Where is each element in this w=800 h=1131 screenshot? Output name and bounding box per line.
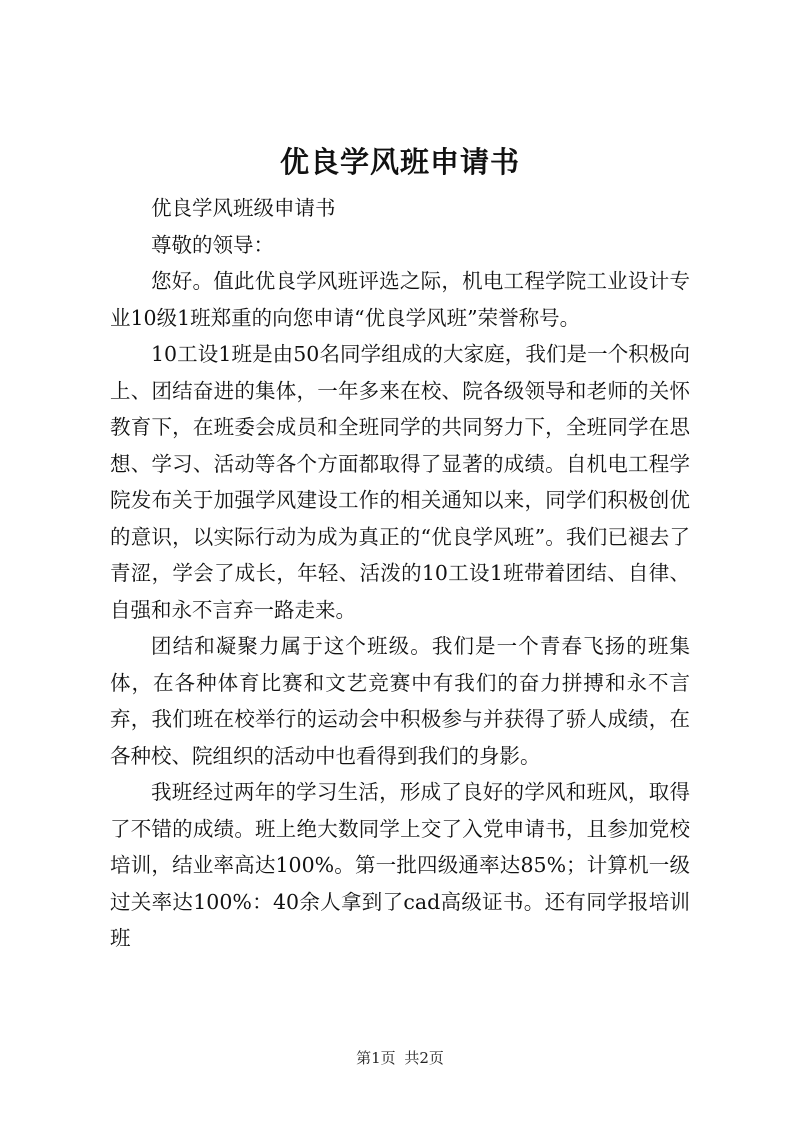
- page-total: 共2页: [404, 1049, 444, 1067]
- document-title: 优良学风班申请书: [279, 145, 520, 179]
- paragraph-salutation: 尊敬的领导：: [151, 232, 274, 257]
- paragraph-achievements: 我班经过两年的学习生活，形成了良好的学风和班风，取得了不错的成绩。班上绝大数同学上交了入党申请书，且参加党校培训，结业率高达100%。第一批四级通率达85%；计算机一级过关率达100%：40余人拿到了cad高级证书。还有同学报培训班: [110, 780, 690, 950]
- paragraph-unity: 团结和凝聚力属于这个班级。我们是一个青春飞扬的班集体，在各种体育比赛和文艺竞赛中有我们的奋力拼搏和永不言弃，我们班在校举行的运动会中积极参与并获得了骄人成绩，在各种校、院组织的活动中也看得到我们的身影。: [110, 634, 690, 768]
- paragraph-greeting: 您好。值此优良学风班评选之际，机电工程学院工业设计专业10级1班郑重的向您申请“优良学风班”荣誉称号。: [110, 269, 690, 330]
- page-number: 第1页: [356, 1049, 396, 1067]
- paragraph-class-intro: 10工设1班是由50名同学组成的大家庭，我们是一个积极向上、团结奋进的集体，一年多来在校、院各级领导和老师的关怀教育下，在班委会成员和全班同学的共同努力下，全班同学在思想、学习、活动等各个方面都取得了显著的成绩。自机电工程学院发布关于加强学风建设工作的相关通知以来，同学们积极创优的意识，以实际行动为成为真正的“优良学风班”。我们已褪去了青涩，学会了成长，年轻、活泼的10工设1班带着团结、自律、自强和永不言弃一路走来。: [110, 342, 690, 622]
- document-body: [110, 190, 690, 957]
- page-footer: [0, 1047, 800, 1068]
- paragraph-subtitle: 优良学风班级申请书: [151, 196, 336, 220]
